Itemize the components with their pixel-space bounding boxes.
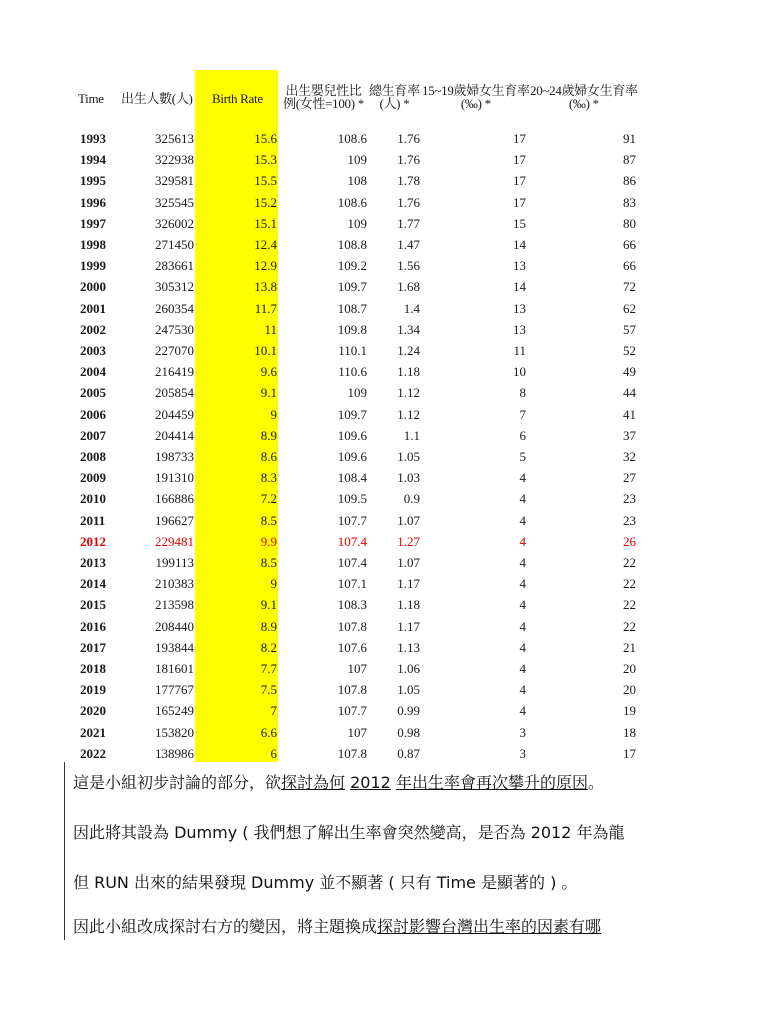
cell-births: 204459 [155, 406, 194, 422]
table-row [0, 531, 768, 552]
table-row [0, 128, 768, 149]
cell-births: 325545 [155, 194, 194, 210]
cell-f1519: 3 [519, 724, 526, 740]
cell-sex-ratio: 107.8 [337, 618, 367, 634]
cell-f2024: 62 [623, 300, 636, 316]
cell-sex-ratio: 107.8 [337, 682, 367, 698]
cell-f2024: 66 [623, 237, 636, 252]
cell-sex-ratio: 109.2 [337, 258, 367, 274]
cell-sex-ratio: 108.6 [337, 194, 367, 210]
cell-birth-rate: 7.5 [260, 682, 277, 698]
table-row [0, 467, 768, 488]
cell-sex-ratio: 109 [347, 385, 367, 401]
cell-year: 2016 [80, 618, 106, 634]
cell-f2024: 22 [623, 576, 636, 592]
table-row [0, 743, 768, 764]
cell-birth-rate: 8.3 [260, 470, 277, 486]
cell-sex-ratio: 107.4 [337, 533, 367, 549]
cell-f1519: 15 [513, 215, 526, 231]
table-row [0, 446, 768, 467]
table-row [0, 276, 768, 297]
cell-year: 2001 [80, 300, 106, 316]
cell-tfr: 1.56 [397, 258, 420, 274]
cell-sex-ratio: 109.7 [337, 279, 367, 295]
header-births: 出生人數(人) [121, 91, 193, 106]
cell-tfr: 1.17 [397, 618, 420, 634]
cell-births: 153820 [155, 724, 194, 740]
note-line-2: 因此將其設為 Dummy ( 我們想了解出生率會突然變高，是否為 2012 年為龍 [73, 823, 625, 842]
cell-birth-rate: 9 [270, 406, 277, 422]
cell-f2024: 19 [623, 703, 636, 719]
cell-year: 2004 [80, 364, 106, 380]
table-row [0, 340, 768, 361]
cell-tfr: 1.12 [397, 385, 420, 401]
cell-birth-rate: 9.6 [260, 364, 277, 380]
cell-sex-ratio: 107 [347, 661, 367, 676]
table-row [0, 700, 768, 721]
table-row [0, 679, 768, 700]
cell-year: 2020 [80, 703, 106, 719]
cell-birth-rate: 9.1 [260, 597, 277, 613]
header-f2024: 20~24歲婦女生育率 (‰) * [530, 83, 638, 111]
cell-tfr: 1.76 [397, 194, 420, 210]
cell-tfr: 0.9 [403, 491, 420, 507]
cell-sex-ratio: 109.6 [337, 427, 367, 443]
cell-sex-ratio: 108.4 [337, 470, 367, 486]
table-row [0, 722, 768, 743]
cell-births: 271450 [155, 237, 194, 252]
cell-sex-ratio: 108.3 [337, 597, 367, 613]
cell-sex-ratio: 108.8 [337, 237, 367, 252]
cell-births: 205854 [155, 385, 194, 401]
cell-tfr: 1.17 [397, 576, 420, 592]
cell-sex-ratio: 107.7 [337, 703, 367, 719]
cell-f2024: 27 [623, 470, 636, 486]
cell-tfr: 1.18 [397, 364, 420, 380]
cell-f2024: 44 [623, 385, 636, 401]
cell-births: 204414 [155, 427, 194, 443]
cell-f1519: 13 [513, 321, 526, 337]
cell-f2024: 87 [623, 152, 636, 168]
cell-f1519: 4 [519, 597, 526, 613]
cell-birth-rate: 8.5 [260, 555, 277, 570]
cell-sex-ratio: 109.8 [337, 321, 367, 337]
cell-births: 177767 [155, 682, 194, 698]
cell-birth-rate: 12.4 [254, 237, 277, 252]
cell-tfr: 1.13 [397, 639, 420, 655]
cell-year: 2015 [80, 597, 106, 613]
cell-year: 2000 [80, 279, 106, 295]
cell-year: 2021 [80, 724, 106, 740]
cell-year: 2012 [80, 533, 106, 549]
note-line-4: 因此小組改成探討右方的變因，將主題換成探討影響台灣出生率的因素有哪 [73, 917, 602, 936]
cell-tfr: 1.03 [397, 470, 420, 486]
cell-f2024: 23 [623, 491, 636, 507]
table-row [0, 510, 768, 531]
cell-f2024: 57 [623, 321, 636, 337]
cell-births: 216419 [155, 364, 194, 380]
cell-birth-rate: 8.2 [260, 639, 277, 655]
cell-tfr: 0.98 [397, 724, 420, 740]
table-row [0, 213, 768, 234]
cell-tfr: 1.05 [397, 449, 420, 464]
cell-sex-ratio: 107.6 [337, 639, 367, 655]
cell-year: 2010 [80, 491, 106, 507]
cell-f1519: 13 [513, 300, 526, 316]
header-time: Time [78, 91, 104, 106]
cell-f1519: 8 [519, 385, 526, 401]
cell-births: 181601 [155, 661, 194, 676]
table-row [0, 594, 768, 615]
cell-f1519: 17 [513, 152, 526, 168]
cell-sex-ratio: 109 [347, 215, 367, 231]
cell-f1519: 3 [519, 745, 526, 761]
cell-year: 2017 [80, 639, 106, 655]
cell-sex-ratio: 109.7 [337, 406, 367, 422]
cell-f2024: 23 [623, 512, 636, 528]
cell-tfr: 1.34 [397, 321, 420, 337]
table-row [0, 192, 768, 213]
cell-births: 325613 [155, 131, 194, 146]
cell-f2024: 91 [623, 131, 636, 146]
cell-birth-rate: 12.9 [254, 258, 277, 274]
cell-tfr: 1.4 [403, 300, 420, 316]
cell-sex-ratio: 109.6 [337, 449, 367, 464]
cell-birth-rate: 8.9 [260, 427, 277, 443]
cell-f1519: 4 [519, 703, 526, 719]
cell-f2024: 41 [623, 406, 636, 422]
cell-year: 2003 [80, 343, 106, 358]
cell-births: 210383 [155, 576, 194, 592]
cell-tfr: 1.68 [397, 279, 420, 295]
cell-birth-rate: 7.2 [260, 491, 277, 507]
cell-tfr: 1.76 [397, 131, 420, 146]
cell-tfr: 1.05 [397, 682, 420, 698]
table-row [0, 298, 768, 319]
cell-f2024: 21 [623, 639, 636, 655]
note-line-3: 但 RUN 出來的結果發現 Dummy 並不顯著 ( 只有 Time 是顯著的 ) 。 [73, 873, 578, 892]
cell-birth-rate: 9.1 [260, 385, 277, 401]
cell-year: 2002 [80, 321, 106, 337]
cell-birth-rate: 13.8 [254, 279, 277, 295]
header-sex-ratio: 出生嬰兒性比 例(女性=100) * [283, 83, 364, 111]
cell-f1519: 13 [513, 258, 526, 274]
cell-tfr: 1.47 [397, 237, 420, 252]
cell-year: 2019 [80, 682, 106, 698]
cell-sex-ratio: 108.6 [337, 131, 367, 146]
cell-tfr: 1.07 [397, 512, 420, 528]
cell-births: 247530 [155, 321, 194, 337]
cell-f2024: 66 [623, 258, 636, 274]
cell-year: 2013 [80, 555, 106, 570]
cell-f2024: 80 [623, 215, 636, 231]
cell-birth-rate: 6.6 [260, 724, 277, 740]
cell-f2024: 17 [623, 745, 636, 761]
cell-births: 166886 [155, 491, 194, 507]
cell-tfr: 0.87 [397, 745, 420, 761]
cell-birth-rate: 15.5 [254, 173, 277, 189]
cell-f2024: 52 [623, 343, 636, 358]
cell-birth-rate: 10.1 [254, 343, 277, 358]
cell-sex-ratio: 107 [347, 724, 367, 740]
cell-f1519: 4 [519, 576, 526, 592]
header-tfr: 總生育率 (人) * [369, 83, 420, 111]
note-line-1: 這是小組初步討論的部分，欲探討為何 2012 年出生率會再次攀升的原因。 [73, 773, 604, 792]
cell-birth-rate: 8.9 [260, 618, 277, 634]
cell-birth-rate: 7.7 [260, 661, 277, 676]
cell-birth-rate: 15.6 [254, 131, 277, 146]
table-row [0, 361, 768, 382]
cell-births: 198733 [155, 449, 194, 464]
cell-birth-rate: 6 [270, 745, 277, 761]
cell-f1519: 10 [513, 364, 526, 380]
cell-birth-rate: 8.5 [260, 512, 277, 528]
cell-births: 329581 [155, 173, 194, 189]
cell-sex-ratio: 107.1 [337, 576, 367, 592]
table-row [0, 319, 768, 340]
cell-f2024: 49 [623, 364, 636, 380]
cell-year: 2006 [80, 406, 106, 422]
cell-births: 322938 [155, 152, 194, 168]
cell-births: 199113 [155, 555, 194, 570]
header-f1519: 15~19歲婦女生育率 (‰) * [422, 83, 530, 111]
cell-year: 2011 [80, 512, 106, 528]
cell-year: 2005 [80, 385, 106, 401]
notes-box [64, 762, 641, 940]
cell-births: 138986 [155, 745, 194, 761]
cell-year: 1993 [80, 131, 106, 146]
table-row [0, 616, 768, 637]
cell-year: 2007 [80, 427, 106, 443]
cell-f1519: 6 [519, 427, 526, 443]
cell-f1519: 4 [519, 639, 526, 655]
cell-birth-rate: 9.9 [260, 533, 277, 549]
cell-birth-rate: 7 [270, 703, 277, 719]
cell-f1519: 17 [513, 131, 526, 146]
cell-births: 229481 [155, 533, 194, 549]
cell-f2024: 20 [623, 682, 636, 698]
cell-tfr: 1.27 [397, 533, 420, 549]
cell-f2024: 83 [623, 194, 636, 210]
table-row [0, 658, 768, 679]
cell-sex-ratio: 108.7 [337, 300, 367, 316]
cell-sex-ratio: 107.4 [337, 555, 367, 570]
cell-f1519: 4 [519, 682, 526, 698]
cell-f1519: 14 [513, 279, 526, 295]
table-row [0, 404, 768, 425]
cell-f1519: 7 [519, 406, 526, 422]
cell-f2024: 22 [623, 555, 636, 570]
cell-year: 1995 [80, 173, 106, 189]
cell-f2024: 26 [623, 533, 636, 549]
cell-birth-rate: 15.3 [254, 152, 277, 168]
cell-sex-ratio: 109.5 [337, 491, 367, 507]
cell-f1519: 4 [519, 491, 526, 507]
table-row [0, 573, 768, 594]
cell-births: 193844 [155, 639, 194, 655]
cell-births: 326002 [155, 215, 194, 231]
cell-f2024: 32 [623, 449, 636, 464]
cell-tfr: 1.78 [397, 173, 420, 189]
cell-births: 283661 [155, 258, 194, 274]
table-row [0, 234, 768, 255]
cell-f2024: 72 [623, 279, 636, 295]
cell-birth-rate: 11 [264, 321, 277, 337]
table-row [0, 382, 768, 403]
header-birth-rate: Birth Rate [212, 91, 263, 106]
cell-tfr: 1.24 [397, 343, 420, 358]
cell-year: 2014 [80, 576, 106, 592]
cell-f1519: 17 [513, 173, 526, 189]
cell-births: 208440 [155, 618, 194, 634]
cell-tfr: 1.1 [403, 427, 420, 443]
cell-year: 2009 [80, 470, 106, 486]
cell-f1519: 11 [513, 343, 526, 358]
cell-tfr: 1.76 [397, 152, 420, 168]
table-row [0, 170, 768, 191]
cell-tfr: 1.12 [397, 406, 420, 422]
cell-year: 1997 [80, 215, 106, 231]
cell-birth-rate: 15.2 [254, 194, 277, 210]
cell-f1519: 4 [519, 533, 526, 549]
cell-year: 2022 [80, 745, 106, 761]
cell-f2024: 86 [623, 173, 636, 189]
cell-births: 213598 [155, 597, 194, 613]
cell-births: 196627 [155, 512, 194, 528]
cell-f2024: 22 [623, 618, 636, 634]
cell-tfr: 1.06 [397, 661, 420, 676]
cell-year: 1996 [80, 194, 106, 210]
cell-year: 2008 [80, 449, 106, 464]
cell-f1519: 4 [519, 555, 526, 570]
cell-f1519: 4 [519, 661, 526, 676]
cell-tfr: 0.99 [397, 703, 420, 719]
cell-births: 191310 [155, 470, 194, 486]
cell-birth-rate: 11.7 [254, 300, 277, 316]
cell-sex-ratio: 110.6 [338, 364, 367, 380]
cell-f2024: 22 [623, 597, 636, 613]
cell-f1519: 4 [519, 512, 526, 528]
cell-births: 165249 [155, 703, 194, 719]
cell-sex-ratio: 108 [347, 173, 367, 189]
cell-year: 1994 [80, 152, 106, 168]
cell-birth-rate: 8.6 [260, 449, 277, 464]
cell-f2024: 37 [623, 427, 636, 443]
cell-births: 305312 [155, 279, 194, 295]
table-row [0, 425, 768, 446]
cell-f2024: 18 [623, 724, 636, 740]
table-row [0, 149, 768, 170]
cell-birth-rate: 15.1 [254, 215, 277, 231]
table-row [0, 488, 768, 509]
table-row [0, 255, 768, 276]
cell-f1519: 14 [513, 237, 526, 252]
cell-year: 1999 [80, 258, 106, 274]
cell-tfr: 1.07 [397, 555, 420, 570]
cell-f1519: 4 [519, 470, 526, 486]
cell-tfr: 1.77 [397, 215, 420, 231]
cell-f2024: 20 [623, 661, 636, 676]
cell-tfr: 1.18 [397, 597, 420, 613]
cell-births: 260354 [155, 300, 194, 316]
table-row [0, 552, 768, 573]
cell-birth-rate: 9 [270, 576, 277, 592]
cell-sex-ratio: 109 [347, 152, 367, 168]
cell-sex-ratio: 110.1 [338, 343, 367, 358]
cell-f1519: 17 [513, 194, 526, 210]
cell-year: 1998 [80, 237, 106, 252]
cell-births: 227070 [155, 343, 194, 358]
cell-year: 2018 [80, 661, 106, 676]
cell-sex-ratio: 107.7 [337, 512, 367, 528]
cell-sex-ratio: 107.8 [337, 745, 367, 761]
cell-f1519: 4 [519, 618, 526, 634]
table-row [0, 637, 768, 658]
cell-f1519: 5 [519, 449, 526, 464]
